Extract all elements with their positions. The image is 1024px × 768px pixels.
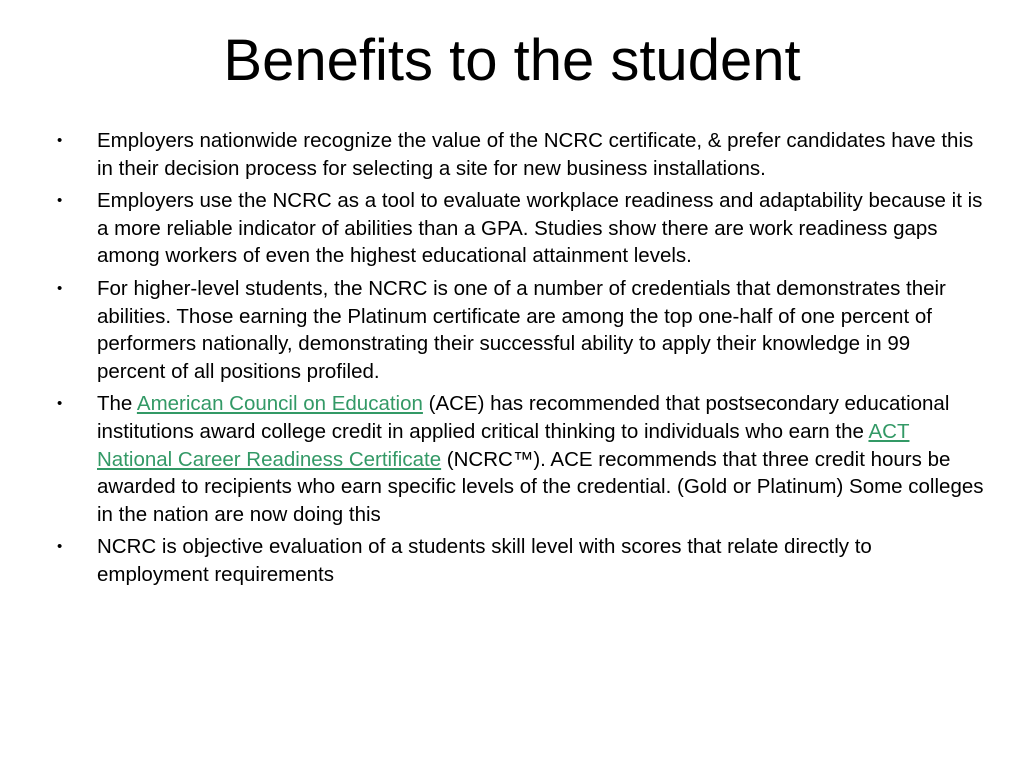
bullet-icon: • <box>57 132 63 149</box>
bullet-item <box>0 275 1024 385</box>
bullet-item <box>0 127 1024 182</box>
bullet-icon: • <box>57 279 63 297</box>
bullet-icon: • <box>57 395 63 413</box>
bullet-text-segment: The <box>97 392 137 416</box>
bullet-text-segment: (ACE) has recommended that postsecondary educational institutions award college credit in applied critical thinking to individuals who earn the <box>97 392 950 443</box>
bullet-icon: • <box>57 192 63 210</box>
bullet-list <box>0 127 1024 594</box>
bullet-item <box>0 533 1024 588</box>
bullet-text: Employers use the NCRC as a tool to evaluate workplace readiness and adaptability because it is a more reliable indicator of abilities than a GPA. Studies show there are work readiness gaps among workers of even the highest educational attainment levels. <box>97 189 983 268</box>
bullet-text-segment: (NCRC™). ACE recommends that three credit hours be awarded to recipients who earn specific levels of the credential. (Gold or Platinum) Some colleges in the nation are now doing this <box>97 447 984 526</box>
act-ncrc-link[interactable]: ACT National Career Readiness Certificate <box>97 419 910 471</box>
bullet-text: Employers nationwide recognize the value of the NCRC certificate, & prefer candidates have this in their decision process for selecting a site for new business installations. <box>97 129 974 180</box>
bullet-text: NCRC is objective evaluation of a students skill level with scores that relate directly to employment requirements <box>97 535 872 586</box>
slide-title: Benefits to the student <box>223 28 801 93</box>
bullet-text: For higher-level students, the NCRC is one of a number of credentials that demonstrates their abilities. Those earning the Platinum certificate are among the top one-half of one percent of performers nationally, demonstrating their successful ability to apply their knowledge in 99 percent of all positions profiled. <box>97 276 946 383</box>
bullet-item <box>0 187 1024 270</box>
american-council-on-education-link[interactable]: American Council on Education <box>136 392 423 416</box>
bullet-text <box>97 390 984 528</box>
bullet-icon: • <box>57 538 63 556</box>
bullet-item <box>0 390 1024 528</box>
